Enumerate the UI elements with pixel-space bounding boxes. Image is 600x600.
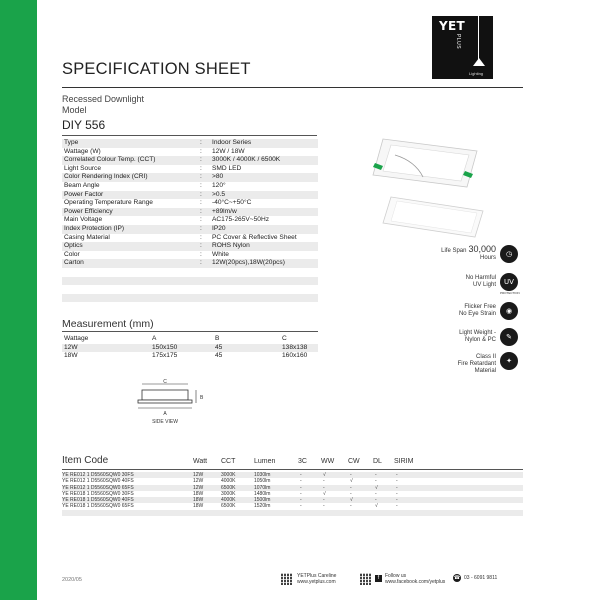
spec-blank-row [62,277,318,286]
measurement-cell: 175x175 [152,352,178,360]
item-cell: √ [350,478,353,485]
feature-line: Class II [475,354,496,360]
item-cell: - [396,497,398,504]
spec-value: SMD LED [212,164,242,172]
model-label: Model [62,105,87,115]
spec-key: Optics [64,242,83,250]
item-cell: 1030lm [254,472,271,478]
item-cell: 1070lm [254,484,271,491]
spec-key: Light Source [64,164,102,172]
spec-row [62,139,318,148]
measurement-cell: 150x150 [152,343,178,351]
clock-icon: ◷ [500,245,518,263]
item-cell: 18W [193,503,204,510]
measurement-header: B [215,335,220,342]
phone-number[interactable]: 03 - 6091 9811 [464,575,498,581]
spec-key: Power Efficiency [64,207,113,215]
spec-separator: : [200,139,202,146]
measurement-header: A [152,335,157,342]
spec-separator: : [200,181,202,189]
feature-line: Light Weight - [459,330,496,336]
feature-line: No Harmful [465,275,496,281]
item-cell: 6500K [221,503,236,510]
measurement-cell: 18W [64,352,78,360]
item-cell: YE RE018 1 D5560SQW0 40FS [62,497,134,504]
item-table-header [62,455,523,469]
label-a: A [163,411,167,417]
model-name: DIY 556 [62,118,106,132]
side-view-caption: SIDE VIEW [152,419,178,425]
spec-value: +89lm/w [212,207,237,215]
feature-line: Fire Retardant [457,361,496,367]
item-header: Lumen [254,458,276,465]
spec-row [62,199,318,208]
item-cell: - [300,484,302,491]
spec-value: 12W(20pcs),18W(20pcs) [212,259,285,267]
spec-value: PC Cover & Reflective Sheet [212,233,297,241]
spec-row [62,165,318,174]
item-cell: 1500lm [254,497,271,504]
item-cell: - [350,484,352,491]
measurement-title: Measurement (mm) [62,318,154,330]
item-cell: - [300,490,302,497]
accent-sidebar [0,0,37,600]
pendant-lamp-icon [473,58,485,66]
feather-icon: ✎ [500,328,518,346]
logo-text: YET [439,19,465,33]
spec-row [62,234,318,243]
facebook-label: Follow us [385,573,407,579]
item-cell: - [375,497,377,504]
feature-line: Life Span [441,248,467,254]
qr-code-icon [281,573,293,585]
item-cell: 12W [193,478,204,485]
item-cell: - [323,497,325,504]
page-title: SPECIFICATION SHEET [62,60,251,78]
spec-row [62,251,318,260]
item-cell: - [396,472,398,478]
spec-separator: : [200,156,202,164]
item-cell: 1520lm [254,503,271,510]
spec-row [62,182,318,191]
spec-value: 3000K / 4000K / 6500K [212,156,281,164]
fire-shield-icon: ✦ [500,352,518,370]
spec-table [62,139,318,302]
spec-key: Beam Angle [64,181,100,189]
feature-line: UV Light [472,282,496,288]
item-cell: YE RE018 1 D5560SQW0 65FS [62,503,134,510]
item-cell: √ [375,484,378,491]
item-cell: √ [323,472,326,478]
item-cell: √ [323,490,326,497]
spec-key: Operating Temperature Range [64,199,153,207]
item-cell: 6500K [221,484,236,491]
logo-pendant-wire [478,16,479,60]
facebook-icon: f [375,575,382,582]
title-divider [62,87,523,88]
item-cell: √ [375,503,378,510]
item-header: SIRIM [394,458,414,465]
item-cell: 3000K [221,490,236,497]
item-cell: - [375,478,377,485]
feature-label [459,304,496,318]
spec-separator: : [200,233,202,241]
logo-sub: PLUS [455,34,461,50]
phone-icon: ☎ [453,575,461,581]
facebook-link[interactable]: www.facebook.com/yetplus [385,578,446,585]
spec-key: Type [64,139,79,146]
measurement-header: C [282,335,287,342]
item-cell: - [323,484,325,491]
brand-logo [432,16,493,79]
item-cell: - [350,490,352,497]
spec-value: -40°C~+50°C [212,199,252,207]
spec-separator: : [200,207,202,215]
spec-key: Color Rendering Index (CRI) [64,173,148,181]
spec-value: White [212,250,229,258]
item-header: WW [321,458,335,465]
feature-line: Material [474,368,496,374]
product-category: Recessed Downlight [62,94,145,104]
spec-key: Correlated Colour Temp. (CCT) [64,156,156,164]
spec-separator: : [200,147,202,155]
spec-key: Main Voltage [64,216,103,224]
spec-row [62,148,318,157]
feature-highlight: 30,000 [468,244,496,254]
spec-separator: : [200,250,202,258]
item-cell: 12W [193,472,204,478]
item-cell: YE RE012 1 D5560SQW0 65FS [62,484,134,491]
item-cell: - [300,472,302,478]
item-cell: 1050lm [254,478,271,485]
model-divider [62,135,317,136]
eye-icon: ◉ [500,302,518,320]
spec-separator: : [200,164,202,172]
spec-key: Casing Material [64,233,110,241]
spec-blank-row [62,268,318,277]
uv-icon: UV [500,273,518,291]
item-cell: - [375,472,377,478]
spec-value: Indoor Series [212,139,252,146]
measurement-cell: 12W [64,343,78,351]
measurement-row [62,344,318,353]
measurement-cell: 45 [215,352,223,360]
spec-value: 12W / 18W [212,147,245,155]
spec-row [62,156,318,165]
measurement-header: Wattage [64,335,89,342]
feature-label [441,246,496,262]
careline-label: YETPlus Careline [297,573,337,579]
spec-row [62,242,318,251]
item-header: CW [348,458,360,465]
revision-date: 2020/05 [62,577,82,583]
feature-icon-caption: PROTECTION [500,291,520,295]
item-cell: 18W [193,497,204,504]
spec-row [62,259,318,268]
feature-line: Nylon & PC [464,337,496,343]
spec-value: >80 [212,173,224,181]
item-cell: - [350,472,352,478]
spec-separator: : [200,173,202,181]
label-c: C [163,379,167,385]
spec-value: ROHS Nylon [212,242,250,250]
item-cell: - [300,503,302,510]
feature-item [380,245,530,273]
product-image [365,125,485,245]
item-cell: 1480lm [254,490,271,497]
spec-value: IP20 [212,224,226,232]
item-cell: - [300,478,302,485]
item-cell: - [300,497,302,504]
item-blank-row [62,510,523,516]
feature-line: Hours [479,255,496,261]
item-header: Watt [193,458,208,465]
measurement-row [62,352,318,361]
label-b: B [200,395,204,401]
spec-row [62,173,318,182]
item-cell: 3000K [221,472,236,478]
spec-blank-row [62,285,318,294]
item-cell: 12W [193,484,204,491]
spec-key: Index Protection (IP) [64,224,125,232]
item-cell: - [375,490,377,497]
item-cell: √ [350,497,353,504]
spec-separator: : [200,190,202,198]
spec-separator: : [200,242,202,250]
spec-row [62,225,318,234]
spec-key: Wattage (W) [64,147,101,155]
measurement-cell: 138x138 [282,343,308,351]
item-cell: - [323,503,325,510]
feature-line: No Eye Strain [458,311,496,317]
item-cell: YE RE012 1 D5560SQW0 30FS [62,472,134,478]
spec-value: AC175-265V~50Hz [212,216,269,224]
logo-tag: Lighting [469,71,484,76]
feature-label [466,275,496,289]
item-cell: - [350,503,352,510]
item-cell: 18W [193,490,204,497]
item-cell: - [396,490,398,497]
spec-separator: : [200,224,202,232]
item-header: 3C [298,458,307,465]
item-divider [62,469,523,470]
feature-item [380,352,530,380]
spec-key: Carton [64,259,84,267]
item-header: DL [373,458,382,465]
spec-key: Color [64,250,80,258]
spec-blank-row [62,294,318,303]
spec-key: Power Factor [64,190,104,198]
spec-row [62,191,318,200]
side-view-diagram [130,378,220,430]
feature-line: Flicker Free [464,304,496,310]
item-cell: 4000K [221,478,236,485]
spec-separator: : [200,216,202,224]
measurement-cell: 160x160 [282,352,308,360]
item-cell: - [323,478,325,485]
measurement-divider [62,331,318,332]
measurement-cell: 45 [215,343,223,351]
spec-row [62,216,318,225]
item-cell: 4000K [221,497,236,504]
measurement-header-row [62,335,318,344]
measurement-table [62,335,318,361]
feature-label [458,354,496,375]
website-link[interactable]: www.yetplus.com [297,578,336,585]
spec-separator: : [200,259,202,267]
spec-value: >0.5 [212,190,226,198]
item-cell: - [396,478,398,485]
spec-row [62,208,318,217]
item-table [62,472,523,516]
item-cell: - [396,484,398,491]
item-header: Item Code [62,455,109,466]
feature-item [380,273,530,301]
spec-separator: : [200,199,202,207]
feature-label [459,330,496,344]
feature-line-wrap [441,246,496,255]
item-cell: - [396,503,398,510]
qr-code-icon [360,573,372,585]
feature-item [380,302,530,330]
item-header: CCT [221,458,236,465]
item-cell: YE RE012 1 D5560SQW0 40FS [62,478,134,485]
item-cell: YE RE018 1 D5560SQW0 30FS [62,490,134,497]
spec-value: 120° [212,181,226,189]
